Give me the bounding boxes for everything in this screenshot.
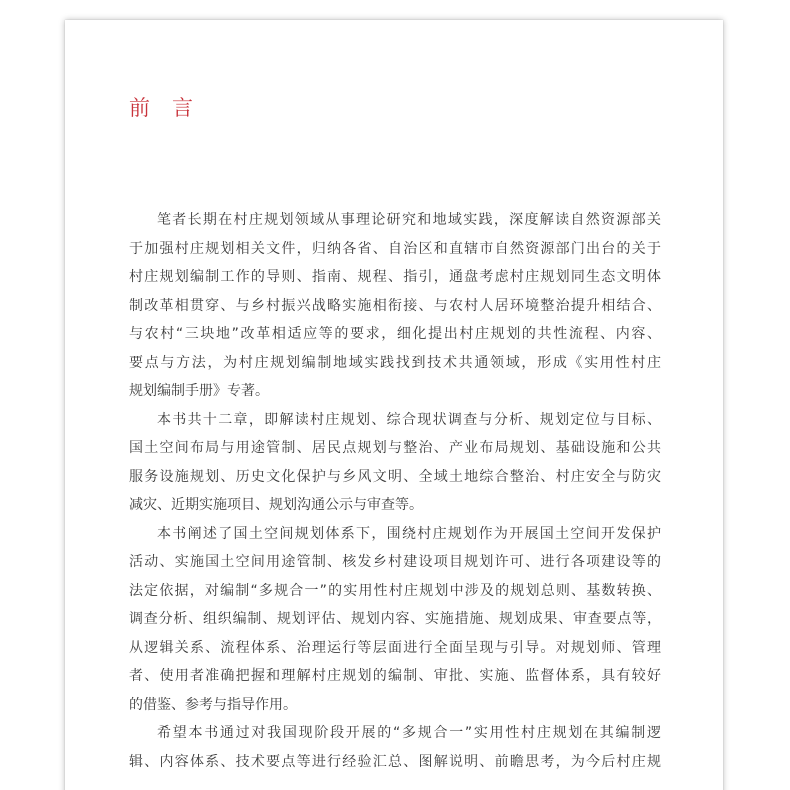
text-line: 于加强村庄规划相关文件，归纳各省、自治区和直辖市自然资源部门出台的关于: [129, 240, 661, 257]
text-line: 国土空间布局与用途管制、居民点规划与整治、产业布局规划、基础设施和公共: [129, 440, 661, 456]
paragraph: [129, 520, 661, 720]
text-line: 本书共十二章，即解读村庄规划、综合现状调查与分析、规划定位与目标、: [157, 411, 661, 428]
text-line: 从逻辑关系、流程体系、治理运行等层面进行全面呈现与引导。对规划师、管理: [129, 639, 661, 656]
text-line: 调查分析、组织编制、规划评估、规划内容、实施措施、规划成果、审查要点等，: [129, 611, 661, 627]
text-line: 村庄规划编制工作的导则、指南、规程、指引，通盘考虑村庄规划同生态文明体: [129, 269, 661, 285]
text-line: 规划编制手册》专著。: [129, 383, 269, 399]
page-title-first-char: 前: [129, 96, 150, 120]
text-line: 者、使用者准确把握和理解村庄规划的编制、审批、实施、监督体系，具有较好: [129, 668, 661, 684]
text-line: 减灾、近期实施项目、规划沟通公示与审查等。: [129, 497, 423, 513]
text-line: 法定依据，对编制“多规合一”的实用性村庄规划中涉及的规划总则、基数转换、: [129, 582, 661, 599]
text-line: 辑、内容体系、技术要点等进行经验汇总、图解说明、前瞻思考，为今后村庄规: [129, 753, 661, 770]
text-line: 希望本书通过对我国现阶段开展的“多规合一”实用性村庄规划在其编制逻: [157, 725, 661, 741]
text-line: 笔者长期在村庄规划领域从事理论研究和地域实践，深度解读自然资源部关: [157, 212, 661, 228]
text-line: 与农村“三块地”改革相适应等的要求，细化提出村庄规划的共性流程、内容、: [129, 326, 661, 342]
paragraph: [129, 719, 661, 776]
text-line: 制改革相贯穿、与乡村振兴战略实施相衔接、与农村人居环境整治提升相结合、: [129, 297, 661, 314]
text-line: 服务设施规划、历史文化保护与乡风文明、全域土地综合整治、村庄安全与防灾: [129, 468, 661, 485]
preface-body: [129, 206, 661, 776]
page-title: [129, 92, 193, 122]
document-page: [65, 20, 723, 790]
page-title-second-char: 言: [172, 96, 193, 120]
text-line: 活动、实施国土空间用途管制、核发乡村建设项目规划许可、进行各项建设等的: [129, 554, 661, 570]
paragraph: [129, 206, 661, 406]
text-line: 的借鉴、参考与指导作用。: [129, 696, 297, 713]
text-line: 本书阐述了国土空间规划体系下，围绕村庄规划作为开展国土空间开发保护: [157, 525, 661, 542]
text-line: 要点与方法，为村庄规划编制地域实践找到技术共通领域，形成《实用性村庄: [129, 354, 661, 371]
paragraph: [129, 406, 661, 520]
